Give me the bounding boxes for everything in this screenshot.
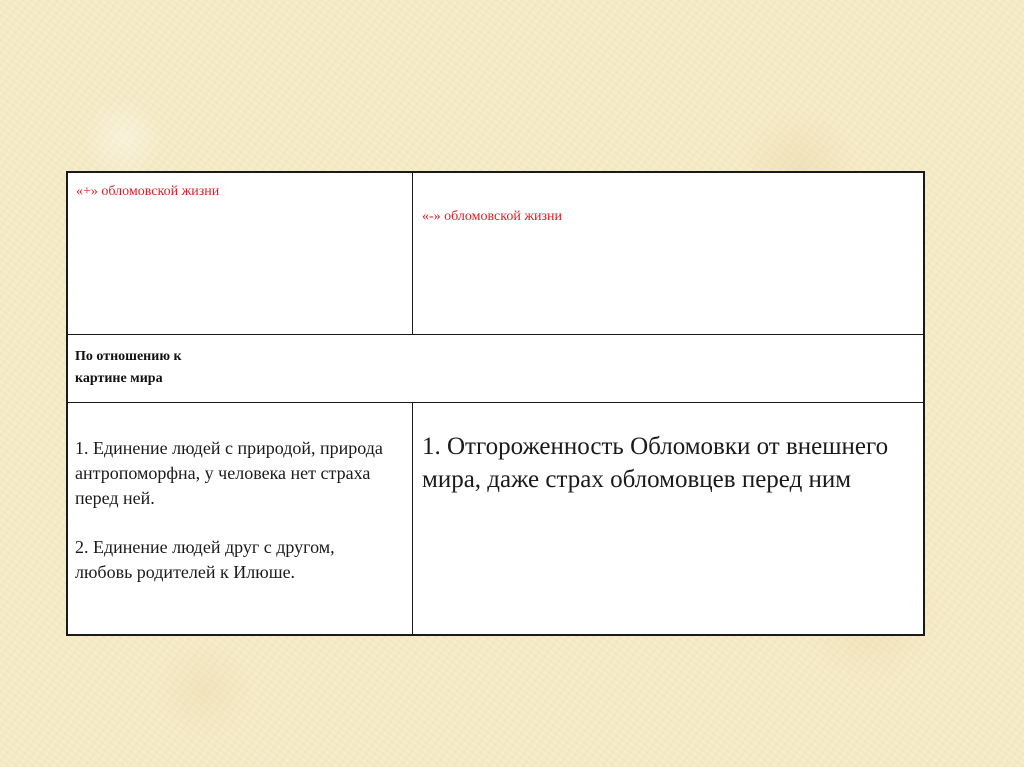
right-item-1: 1. Отгороженность Обломовки от внешнего мира, даже страх обломовцев перед ним	[422, 433, 889, 493]
left-item-2: 2. Единение людей друг с другом, любовь родителей к Илюше.	[75, 537, 335, 582]
body-cell-right	[413, 403, 925, 634]
body-cell-left	[68, 403, 412, 634]
header-right-text: «-» обломовской жизни	[422, 209, 563, 224]
header-cell-right	[413, 173, 925, 334]
section-title-cell	[68, 335, 923, 402]
section-title-line1: По отношению к	[75, 349, 182, 364]
left-item-1: 1. Единение людей с природой, природа антропоморфна, у человека нет страха перед ней.	[75, 438, 383, 508]
section-title-line2: картине мира	[75, 371, 163, 386]
header-left-text: «+» обломовской жизни	[76, 184, 220, 199]
header-cell-left	[68, 173, 412, 334]
comparison-table	[66, 171, 925, 636]
